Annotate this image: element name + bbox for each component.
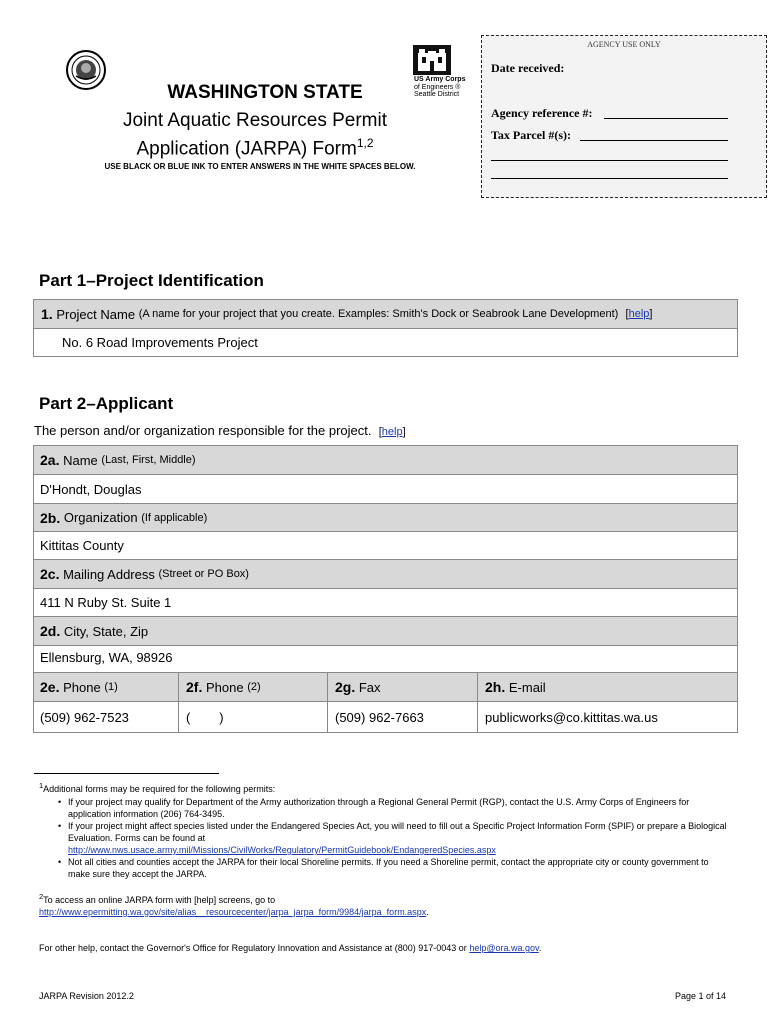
q2c-num: 2c. — [40, 566, 60, 582]
phone1-label — [40, 673, 118, 701]
title-line3 — [80, 132, 430, 160]
footnote-bullet-shoreline: • Not all cities and counties accept the JARPA for their local Shoreline permits. If you need a Shoreline permit, contact the appropriate city or county government to make sure they accept the JARPA. — [68, 856, 733, 880]
bullet2-text: If your project might affect species listed under the Endangered Species Act, you will need to fill out a Specific Project Information Form (SPIF) or prepare a Biological Evaluation. Forms can be found at — [68, 821, 727, 843]
online-jarpa-link[interactable]: http://www.epermitting.wa.gov/site/alias__resourcecenter/jarpa_jarpa_form/9984/jarpa_form.aspx — [39, 907, 427, 917]
agency-use-title: AGENCY USE ONLY — [587, 40, 661, 49]
mailing-address-field[interactable] — [33, 588, 738, 617]
phone1-field[interactable]: (509) 962-7523 — [40, 709, 129, 725]
col-divider — [477, 673, 478, 701]
q2f-num: 2f. — [186, 679, 203, 695]
q2b-label: Organization — [63, 510, 138, 525]
part2-intro — [34, 423, 406, 438]
agency-reference-field[interactable] — [604, 118, 728, 119]
tax-parcel-field-2[interactable] — [491, 160, 728, 161]
army-corps-logo-text — [414, 76, 465, 99]
help-link[interactable]: help — [628, 308, 650, 320]
mailing-address-label — [40, 560, 249, 588]
name-label — [40, 446, 196, 474]
other-help-note — [39, 942, 739, 954]
tax-parcel-label: Tax Parcel #(s): — [491, 128, 571, 142]
q2a-hint: (Last, First, Middle) — [101, 454, 196, 466]
army-corps-castle-icon — [413, 45, 451, 75]
fn1-intro-text: Additional forms may be required for the following permits: — [43, 784, 276, 794]
mailing-address-label-row — [33, 559, 738, 589]
project-name-value: No. 6 Road Improvements Project — [62, 335, 258, 350]
ora-email-link[interactable]: help@ora.wa.gov — [469, 943, 539, 953]
page-title-state: WASHINGTON STATE — [167, 82, 363, 103]
fax-label — [335, 673, 381, 701]
city-state-zip-label-row — [33, 616, 738, 646]
q2h-num: 2h. — [485, 679, 506, 695]
name-value: D'Hondt, Douglas — [40, 481, 142, 497]
endangered-species-link[interactable]: http://www.nws.usace.army.mil/Missions/CivilWorks/Regulatory/PermitGuidebook/EndangeredSpecies.aspx — [68, 845, 496, 855]
phone2-label — [186, 673, 261, 701]
col-divider — [178, 702, 179, 732]
name-label-row — [33, 445, 738, 475]
ace-text-line1: US Army Corps — [414, 76, 466, 83]
fax-field[interactable]: (509) 962-7663 — [335, 709, 424, 725]
col-divider — [327, 702, 328, 732]
q1-label: Project Name — [56, 306, 136, 322]
name-field[interactable] — [33, 474, 738, 504]
tax-parcel-field[interactable] — [580, 140, 728, 141]
footnote-bullet-esa — [68, 820, 733, 856]
q2e-label: Phone — [63, 679, 101, 695]
q2b-hint: (If applicable) — [141, 511, 208, 524]
title-line2: Joint Aquatic Resources Permit — [122, 110, 387, 131]
revision-label: JARPA Revision 2012.2 — [39, 991, 134, 1001]
footnote-2 — [39, 891, 729, 918]
q1-hint: (A name for your project that you create. Examples: Smith's Dock or Seabrook Lane Development) — [138, 308, 619, 320]
organization-label — [40, 504, 207, 531]
title-line3-text: Application (JARPA) Form — [136, 138, 357, 160]
fn2-period: . — [426, 907, 429, 917]
other-help-text: For other help, contact the Governor's Office for Regulatory Innovation and Assistance at (800) 917-0043 or — [39, 943, 467, 953]
q2b-num: 2b. — [40, 509, 61, 526]
q2f-label: Phone — [205, 679, 244, 695]
page-number: Page 1 of 14 — [674, 991, 726, 1001]
part2-intro-text: The person and/or organization responsible for the project. — [34, 423, 372, 438]
q2a-label: Name — [63, 452, 98, 468]
page-title-form — [80, 110, 430, 160]
q1-num: 1. — [41, 306, 53, 322]
help-link-part2[interactable]: help — [381, 426, 403, 438]
footnote-rule — [34, 773, 219, 774]
ace-text-line3: Seattle District — [414, 91, 460, 98]
fn1-mark: 1 — [39, 781, 44, 790]
help-link-bracket-l: [ — [625, 308, 629, 320]
tax-parcel-field-3[interactable] — [491, 178, 728, 179]
ink-instructions: USE BLACK OR BLUE INK TO ENTER ANSWERS IN THE WHITE SPACES BELOW. — [104, 162, 416, 171]
project-name-label — [41, 300, 652, 328]
col-divider — [178, 673, 179, 701]
footnote-bullet-rgp: • If your project may qualify for Department of the Army authorization through a Regional General Permit (RGP), contact the U.S. Army Corps of Engineers for application information (206) 764-3495. — [68, 796, 733, 820]
project-name-field[interactable] — [33, 328, 738, 357]
col-divider — [327, 673, 328, 701]
footnote-1-intro — [39, 780, 275, 795]
contact-label-row — [33, 672, 738, 702]
city-state-zip-value: Ellensburg, WA, 98926 — [40, 650, 173, 665]
washington-state-seal-icon — [66, 50, 106, 90]
help-bracket-r: ] — [402, 426, 406, 438]
organization-field[interactable] — [33, 531, 738, 560]
q2f-hint: (2) — [247, 681, 261, 693]
q2c-label: Mailing Address — [63, 566, 155, 582]
part1-heading: Part 1–Project Identification — [39, 271, 264, 290]
email-label — [485, 673, 546, 701]
q2d-num: 2d. — [40, 623, 61, 639]
q2e-num: 2e. — [40, 679, 60, 695]
date-received-label: Date received: — [491, 61, 565, 75]
q2e-hint: (1) — [104, 681, 118, 693]
email-field[interactable]: publicworks@co.kittitas.wa.us — [485, 709, 658, 725]
phone2-field[interactable]: ( ) — [186, 709, 224, 725]
q2a-num: 2a. — [40, 452, 60, 468]
part2-heading: Part 2–Applicant — [39, 394, 174, 413]
city-state-zip-field[interactable] — [33, 645, 738, 673]
q2g-label: Fax — [358, 679, 381, 695]
city-state-zip-label — [40, 617, 148, 645]
col-divider — [477, 702, 478, 732]
help-link-bracket-r: ] — [649, 308, 653, 320]
ace-text-line2: of Engineers ® — [414, 83, 461, 91]
q2c-hint: (Street or PO Box) — [158, 568, 249, 580]
title-sup: 1,2 — [356, 136, 374, 150]
fn2-mark: 2 — [39, 892, 44, 901]
help-bracket-l: [ — [378, 426, 382, 438]
q2d-label: City, State, Zip — [63, 623, 149, 639]
organization-label-row — [33, 503, 738, 532]
other-help-period: . — [538, 943, 542, 953]
mailing-address-value: 411 N Ruby St. Suite 1 — [40, 595, 172, 610]
q2g-num: 2g. — [335, 679, 356, 695]
contact-value-row — [33, 701, 738, 733]
q2h-label: E-mail — [508, 679, 546, 695]
fn2-text: To access an online JARPA form with [help] screens, go to — [43, 895, 276, 905]
project-name-label-row — [33, 299, 738, 329]
organization-value: Kittitas County — [40, 538, 124, 553]
agency-reference-label: Agency reference #: — [491, 106, 593, 120]
